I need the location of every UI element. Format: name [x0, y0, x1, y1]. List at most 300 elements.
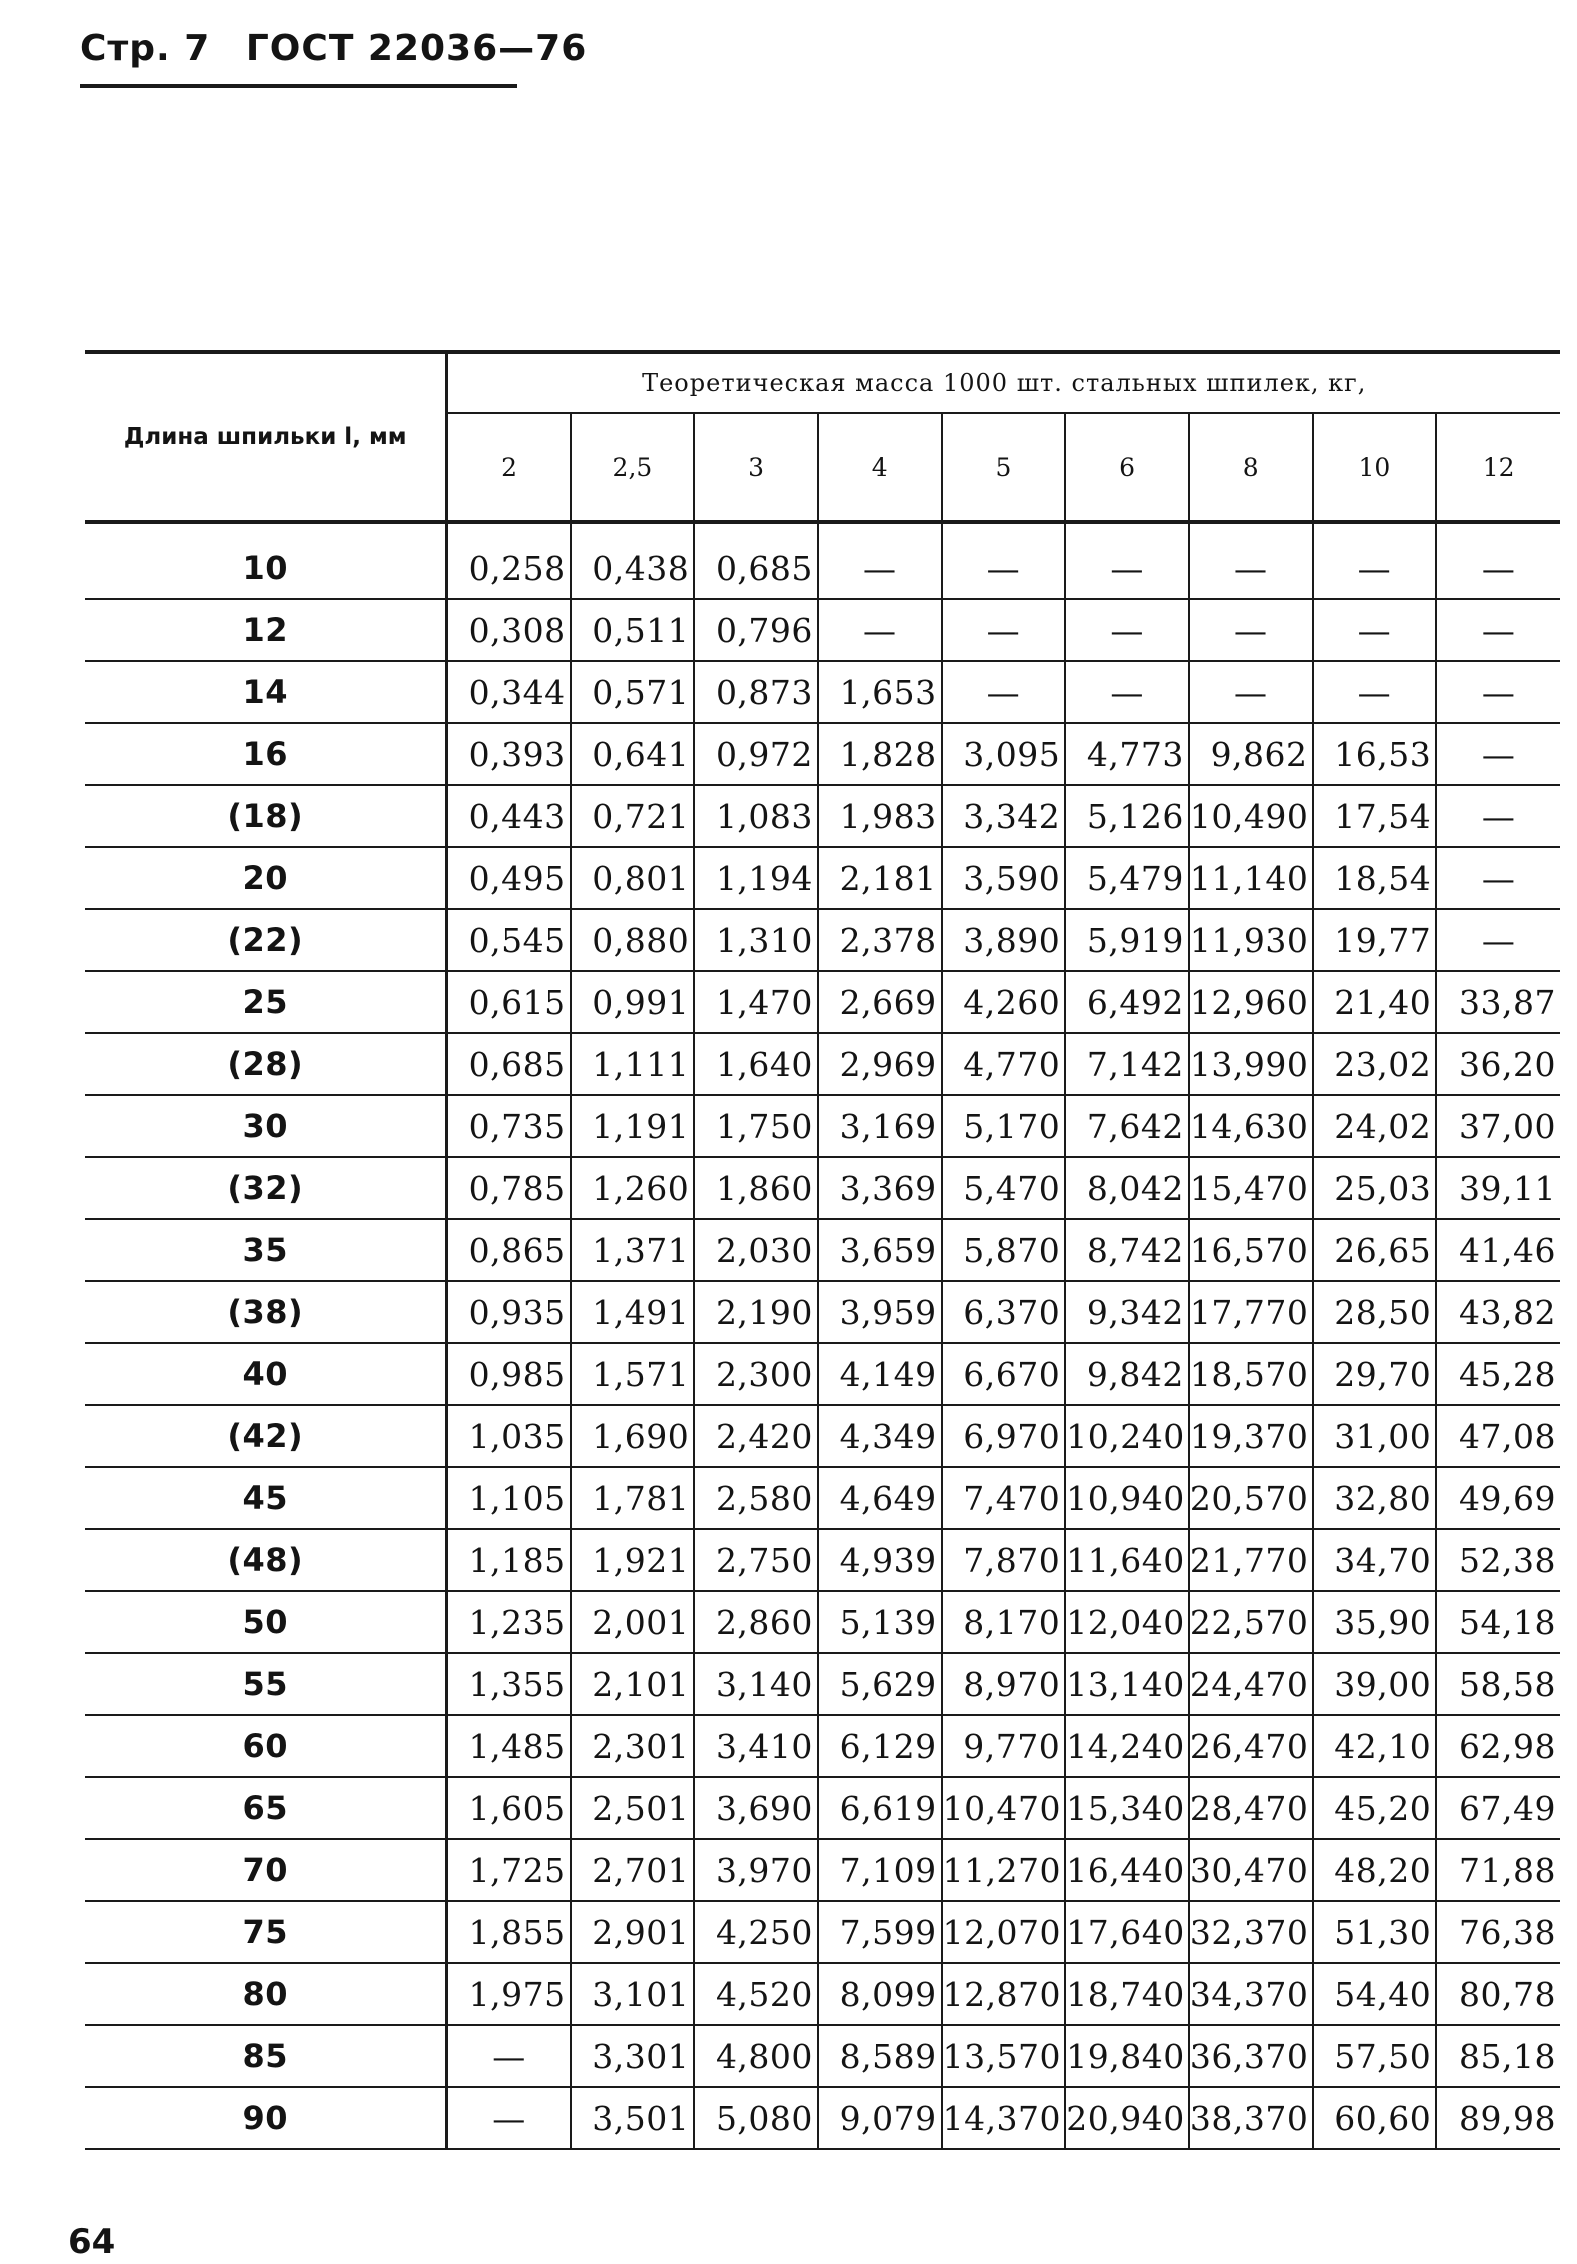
mass-value-cell: 2,580	[694, 1467, 818, 1529]
table-row	[85, 1901, 1560, 1963]
mass-table-body	[85, 522, 1560, 2149]
mass-value-cell: 10,240	[1065, 1405, 1189, 1467]
mass-value-cell: 2,501	[571, 1777, 695, 1839]
length-cell: (38)	[85, 1281, 447, 1343]
mass-value-cell: 89,98	[1436, 2087, 1560, 2149]
mass-value-cell: 0,880	[571, 909, 695, 971]
mass-value-cell: 18,740	[1065, 1963, 1189, 2025]
mass-value-cell: 3,890	[942, 909, 1066, 971]
mass-value-cell: 0,991	[571, 971, 695, 1033]
mass-value-cell: 0,935	[447, 1281, 571, 1343]
mass-value-cell: 1,355	[447, 1653, 571, 1715]
mass-value-cell: 54,40	[1313, 1963, 1437, 2025]
mass-value-cell: 48,20	[1313, 1839, 1437, 1901]
mass-value-cell: 7,142	[1065, 1033, 1189, 1095]
mass-value-cell: 0,438	[571, 522, 695, 599]
table-row	[85, 909, 1560, 971]
mass-value-cell: 3,095	[942, 723, 1066, 785]
mass-value-cell: 25,03	[1313, 1157, 1437, 1219]
mass-value-cell: 2,030	[694, 1219, 818, 1281]
mass-value-cell: 7,870	[942, 1529, 1066, 1591]
mass-value-cell: 1,983	[818, 785, 942, 847]
mass-value-cell: 17,54	[1313, 785, 1437, 847]
mass-value-cell: 21,770	[1189, 1529, 1313, 1591]
mass-value-cell: 6,670	[942, 1343, 1066, 1405]
mass-value-cell: 5,126	[1065, 785, 1189, 847]
mass-value-cell: 3,501	[571, 2087, 695, 2149]
mass-value-cell: 17,640	[1065, 1901, 1189, 1963]
mass-value-cell: 32,370	[1189, 1901, 1313, 1963]
length-cell: 25	[85, 971, 447, 1033]
diameter-header: 8	[1189, 413, 1313, 522]
mass-value-cell: 6,492	[1065, 971, 1189, 1033]
mass-value-cell: 58,58	[1436, 1653, 1560, 1715]
mass-value-cell: 36,20	[1436, 1033, 1560, 1095]
table-row	[85, 1963, 1560, 2025]
header-row-top	[85, 352, 1560, 413]
table-row	[85, 1033, 1560, 1095]
mass-value-cell: 29,70	[1313, 1343, 1437, 1405]
mass-value-cell: —	[447, 2025, 571, 2087]
mass-table	[85, 350, 1560, 2150]
mass-value-cell: 26,65	[1313, 1219, 1437, 1281]
mass-value-cell: 11,270	[942, 1839, 1066, 1901]
mass-value-cell: 80,78	[1436, 1963, 1560, 2025]
mass-value-cell: 1,470	[694, 971, 818, 1033]
length-cell: 75	[85, 1901, 447, 1963]
mass-value-cell: 1,640	[694, 1033, 818, 1095]
mass-value-cell: 0,735	[447, 1095, 571, 1157]
mass-value-cell: 37,00	[1436, 1095, 1560, 1157]
mass-value-cell: 2,901	[571, 1901, 695, 1963]
mass-value-cell: 1,260	[571, 1157, 695, 1219]
mass-value-cell: 4,649	[818, 1467, 942, 1529]
length-cell: 35	[85, 1219, 447, 1281]
table-row	[85, 1095, 1560, 1157]
mass-value-cell: 0,545	[447, 909, 571, 971]
mass-value-cell: 19,370	[1189, 1405, 1313, 1467]
mass-value-cell: 8,742	[1065, 1219, 1189, 1281]
table-row	[85, 1653, 1560, 1715]
mass-value-cell: 1,690	[571, 1405, 695, 1467]
mass-value-cell: 1,921	[571, 1529, 695, 1591]
mass-value-cell: 36,370	[1189, 2025, 1313, 2087]
mass-value-cell: 5,479	[1065, 847, 1189, 909]
length-column-header: Длина шпильки l, мм	[85, 352, 447, 522]
mass-value-cell: 1,750	[694, 1095, 818, 1157]
mass-value-cell: 2,001	[571, 1591, 695, 1653]
mass-value-cell: 1,111	[571, 1033, 695, 1095]
mass-value-cell: 5,870	[942, 1219, 1066, 1281]
mass-value-cell: 14,370	[942, 2087, 1066, 2149]
mass-value-cell: 26,470	[1189, 1715, 1313, 1777]
mass-value-cell: 16,570	[1189, 1219, 1313, 1281]
diameter-header: 3	[694, 413, 818, 522]
diameter-header: 5	[942, 413, 1066, 522]
mass-value-cell: 42,10	[1313, 1715, 1437, 1777]
mass-value-cell: 15,470	[1189, 1157, 1313, 1219]
mass-value-cell: 12,870	[942, 1963, 1066, 2025]
mass-value-cell: 0,615	[447, 971, 571, 1033]
mass-value-cell: 14,630	[1189, 1095, 1313, 1157]
mass-value-cell: 76,38	[1436, 1901, 1560, 1963]
mass-value-cell: —	[1065, 661, 1189, 723]
mass-value-cell: 2,969	[818, 1033, 942, 1095]
mass-value-cell: 5,629	[818, 1653, 942, 1715]
mass-value-cell: 9,770	[942, 1715, 1066, 1777]
length-cell: 90	[85, 2087, 447, 2149]
mass-value-cell: 1,975	[447, 1963, 571, 2025]
mass-value-cell: 18,570	[1189, 1343, 1313, 1405]
mass-value-cell: 71,88	[1436, 1839, 1560, 1901]
mass-value-cell: 1,194	[694, 847, 818, 909]
mass-value-cell: 1,105	[447, 1467, 571, 1529]
mass-value-cell: 4,770	[942, 1033, 1066, 1095]
page-header	[80, 28, 609, 69]
table-row	[85, 971, 1560, 1033]
mass-value-cell: 12,040	[1065, 1591, 1189, 1653]
mass-value-cell: —	[1313, 522, 1437, 599]
mass-value-cell: 12,960	[1189, 971, 1313, 1033]
length-cell: 60	[85, 1715, 447, 1777]
mass-value-cell: 1,235	[447, 1591, 571, 1653]
mass-value-cell: 0,873	[694, 661, 818, 723]
mass-value-cell: 2,750	[694, 1529, 818, 1591]
mass-value-cell: —	[942, 522, 1066, 599]
mass-value-cell: 2,378	[818, 909, 942, 971]
mass-table-container	[85, 350, 1560, 2150]
table-row	[85, 1157, 1560, 1219]
mass-value-cell: 49,69	[1436, 1467, 1560, 1529]
mass-value-cell: 9,842	[1065, 1343, 1189, 1405]
mass-value-cell: —	[1436, 723, 1560, 785]
mass-value-cell: 45,28	[1436, 1343, 1560, 1405]
mass-value-cell: 1,653	[818, 661, 942, 723]
mass-value-cell: 0,685	[447, 1033, 571, 1095]
mass-value-cell: 6,970	[942, 1405, 1066, 1467]
page-number: 64	[68, 2222, 116, 2262]
mass-value-cell: 2,669	[818, 971, 942, 1033]
mass-value-cell: —	[942, 599, 1066, 661]
mass-value-cell: 2,190	[694, 1281, 818, 1343]
mass-value-cell: 1,310	[694, 909, 818, 971]
mass-value-cell: 8,970	[942, 1653, 1066, 1715]
mass-value-cell: 38,370	[1189, 2087, 1313, 2149]
mass-value-cell: 8,099	[818, 1963, 942, 2025]
mass-value-cell: 28,470	[1189, 1777, 1313, 1839]
length-cell: (48)	[85, 1529, 447, 1591]
length-cell: (32)	[85, 1157, 447, 1219]
mass-value-cell: —	[447, 2087, 571, 2149]
mass-value-cell: 18,54	[1313, 847, 1437, 909]
mass-value-cell: 1,083	[694, 785, 818, 847]
length-cell: 65	[85, 1777, 447, 1839]
length-cell: 50	[85, 1591, 447, 1653]
mass-value-cell: 0,785	[447, 1157, 571, 1219]
mass-value-cell: 0,721	[571, 785, 695, 847]
mass-value-cell: 0,985	[447, 1343, 571, 1405]
table-row	[85, 1405, 1560, 1467]
table-row	[85, 723, 1560, 785]
mass-value-cell: 0,796	[694, 599, 818, 661]
mass-value-cell: 3,659	[818, 1219, 942, 1281]
mass-value-cell: 39,11	[1436, 1157, 1560, 1219]
mass-value-cell: 12,070	[942, 1901, 1066, 1963]
mass-value-cell: 1,571	[571, 1343, 695, 1405]
mass-value-cell: 1,605	[447, 1777, 571, 1839]
mass-value-cell: 85,18	[1436, 2025, 1560, 2087]
mass-value-cell: 2,701	[571, 1839, 695, 1901]
mass-value-cell: 11,930	[1189, 909, 1313, 971]
length-cell: (18)	[85, 785, 447, 847]
mass-value-cell: —	[1436, 909, 1560, 971]
mass-value-cell: 2,101	[571, 1653, 695, 1715]
length-cell: 10	[85, 522, 447, 599]
mass-value-cell: 1,725	[447, 1839, 571, 1901]
mass-value-cell: 9,862	[1189, 723, 1313, 785]
diameter-header: 2	[447, 413, 571, 522]
mass-value-cell: 6,129	[818, 1715, 942, 1777]
mass-value-cell: 2,301	[571, 1715, 695, 1777]
mass-value-cell: 4,939	[818, 1529, 942, 1591]
mass-value-cell: —	[818, 599, 942, 661]
mass-value-cell: 2,420	[694, 1405, 818, 1467]
mass-value-cell: 3,140	[694, 1653, 818, 1715]
mass-value-cell: 34,370	[1189, 1963, 1313, 2025]
table-row	[85, 1839, 1560, 1901]
mass-value-cell: 11,140	[1189, 847, 1313, 909]
mass-value-cell: 4,800	[694, 2025, 818, 2087]
mass-value-cell: —	[1313, 599, 1437, 661]
table-row	[85, 2087, 1560, 2149]
mass-value-cell: 0,972	[694, 723, 818, 785]
mass-value-cell: 1,371	[571, 1219, 695, 1281]
mass-value-cell: 0,801	[571, 847, 695, 909]
mass-value-cell: 54,18	[1436, 1591, 1560, 1653]
mass-value-cell: 0,443	[447, 785, 571, 847]
header-rule	[80, 84, 517, 88]
length-cell: 12	[85, 599, 447, 661]
mass-value-cell: 62,98	[1436, 1715, 1560, 1777]
mass-value-cell: 0,641	[571, 723, 695, 785]
mass-value-cell: 4,250	[694, 1901, 818, 1963]
mass-value-cell: 3,959	[818, 1281, 942, 1343]
length-cell: 45	[85, 1467, 447, 1529]
mass-value-cell: 5,170	[942, 1095, 1066, 1157]
table-row	[85, 1219, 1560, 1281]
mass-value-cell: 8,170	[942, 1591, 1066, 1653]
diameter-header: 2,5	[571, 413, 695, 522]
mass-value-cell: —	[1189, 522, 1313, 599]
mass-value-cell: 16,440	[1065, 1839, 1189, 1901]
length-cell: (28)	[85, 1033, 447, 1095]
mass-value-cell: 35,90	[1313, 1591, 1437, 1653]
mass-value-cell: 52,38	[1436, 1529, 1560, 1591]
mass-value-cell: 9,342	[1065, 1281, 1189, 1343]
length-cell: 20	[85, 847, 447, 909]
diameter-header: 4	[818, 413, 942, 522]
mass-value-cell: 7,470	[942, 1467, 1066, 1529]
length-cell: 30	[85, 1095, 447, 1157]
mass-value-cell: 10,940	[1065, 1467, 1189, 1529]
mass-value-cell: 51,30	[1313, 1901, 1437, 1963]
mass-value-cell: 41,46	[1436, 1219, 1560, 1281]
mass-value-cell: 1,491	[571, 1281, 695, 1343]
mass-value-cell: 0,685	[694, 522, 818, 599]
mass-value-cell: 15,340	[1065, 1777, 1189, 1839]
mass-value-cell: 0,393	[447, 723, 571, 785]
mass-value-cell: 17,770	[1189, 1281, 1313, 1343]
mass-value-cell: 7,642	[1065, 1095, 1189, 1157]
table-row	[85, 1529, 1560, 1591]
diameter-header: 12	[1436, 413, 1560, 522]
mass-value-cell: 43,82	[1436, 1281, 1560, 1343]
mass-value-cell: 60,60	[1313, 2087, 1437, 2149]
mass-value-cell: 30,470	[1189, 1839, 1313, 1901]
mass-value-cell: 1,860	[694, 1157, 818, 1219]
mass-value-cell: 9,079	[818, 2087, 942, 2149]
mass-value-cell: —	[1436, 785, 1560, 847]
mass-value-cell: —	[1189, 661, 1313, 723]
table-row	[85, 661, 1560, 723]
mass-value-cell: 4,260	[942, 971, 1066, 1033]
mass-value-cell: 2,860	[694, 1591, 818, 1653]
mass-value-cell: 7,109	[818, 1839, 942, 1901]
mass-value-cell: —	[1436, 847, 1560, 909]
mass-value-cell: 3,690	[694, 1777, 818, 1839]
mass-value-cell: 21,40	[1313, 971, 1437, 1033]
mass-value-cell: 2,300	[694, 1343, 818, 1405]
mass-value-cell: —	[1436, 599, 1560, 661]
mass-value-cell: 13,570	[942, 2025, 1066, 2087]
mass-value-cell: 1,485	[447, 1715, 571, 1777]
mass-value-cell: 2,181	[818, 847, 942, 909]
length-cell: 40	[85, 1343, 447, 1405]
mass-value-cell: 4,149	[818, 1343, 942, 1405]
mass-value-cell: 34,70	[1313, 1529, 1437, 1591]
mass-value-cell: 4,349	[818, 1405, 942, 1467]
table-row	[85, 1467, 1560, 1529]
length-cell: (42)	[85, 1405, 447, 1467]
mass-value-cell: 3,101	[571, 1963, 695, 2025]
length-cell: 55	[85, 1653, 447, 1715]
mass-value-cell: 47,08	[1436, 1405, 1560, 1467]
mass-value-cell: 39,00	[1313, 1653, 1437, 1715]
mass-value-cell: 57,50	[1313, 2025, 1437, 2087]
length-cell: 14	[85, 661, 447, 723]
page-label: Стр. 7	[80, 28, 211, 69]
table-row	[85, 1281, 1560, 1343]
mass-value-cell: 32,80	[1313, 1467, 1437, 1529]
length-cell: 80	[85, 1963, 447, 2025]
mass-value-cell: 3,369	[818, 1157, 942, 1219]
mass-value-cell: 6,619	[818, 1777, 942, 1839]
mass-value-cell: 20,570	[1189, 1467, 1313, 1529]
mass-value-cell: 5,080	[694, 2087, 818, 2149]
mass-value-cell: 24,02	[1313, 1095, 1437, 1157]
mass-value-cell: 4,773	[1065, 723, 1189, 785]
mass-value-cell: 1,828	[818, 723, 942, 785]
table-row	[85, 2025, 1560, 2087]
mass-value-cell: 5,470	[942, 1157, 1066, 1219]
table-row	[85, 522, 1560, 599]
mass-value-cell: —	[818, 522, 942, 599]
mass-value-cell: 67,49	[1436, 1777, 1560, 1839]
mass-value-cell: 16,53	[1313, 723, 1437, 785]
mass-value-cell: 3,410	[694, 1715, 818, 1777]
mass-value-cell: 20,940	[1065, 2087, 1189, 2149]
mass-value-cell: 6,370	[942, 1281, 1066, 1343]
mass-value-cell: 1,855	[447, 1901, 571, 1963]
mass-value-cell: 45,20	[1313, 1777, 1437, 1839]
mass-value-cell: 4,520	[694, 1963, 818, 2025]
mass-value-cell: —	[942, 661, 1066, 723]
mass-value-cell: 8,589	[818, 2025, 942, 2087]
mass-value-cell: 7,599	[818, 1901, 942, 1963]
mass-value-cell: 3,301	[571, 2025, 695, 2087]
mass-group-header: Теоретическая масса 1000 шт. стальных шпилек, кг,	[447, 352, 1560, 413]
mass-value-cell: 3,342	[942, 785, 1066, 847]
mass-value-cell: 14,240	[1065, 1715, 1189, 1777]
mass-value-cell: 0,308	[447, 599, 571, 661]
mass-value-cell: 23,02	[1313, 1033, 1437, 1095]
mass-value-cell: 0,344	[447, 661, 571, 723]
mass-value-cell: 13,140	[1065, 1653, 1189, 1715]
mass-value-cell: 0,258	[447, 522, 571, 599]
mass-value-cell: 0,571	[571, 661, 695, 723]
mass-value-cell: —	[1313, 661, 1437, 723]
table-row	[85, 1591, 1560, 1653]
table-row	[85, 599, 1560, 661]
mass-value-cell: 31,00	[1313, 1405, 1437, 1467]
length-cell: 85	[85, 2025, 447, 2087]
length-cell: 70	[85, 1839, 447, 1901]
mass-value-cell: —	[1065, 522, 1189, 599]
mass-value-cell: 19,840	[1065, 2025, 1189, 2087]
mass-value-cell: 19,77	[1313, 909, 1437, 971]
mass-value-cell: 0,495	[447, 847, 571, 909]
mass-value-cell: 33,87	[1436, 971, 1560, 1033]
table-row	[85, 847, 1560, 909]
mass-value-cell: 5,919	[1065, 909, 1189, 971]
table-row	[85, 1715, 1560, 1777]
table-row	[85, 785, 1560, 847]
mass-value-cell: 10,490	[1189, 785, 1313, 847]
mass-value-cell: 3,970	[694, 1839, 818, 1901]
mass-value-cell: 24,470	[1189, 1653, 1313, 1715]
mass-value-cell: 5,139	[818, 1591, 942, 1653]
mass-value-cell: 13,990	[1189, 1033, 1313, 1095]
length-cell: 16	[85, 723, 447, 785]
mass-value-cell: 11,640	[1065, 1529, 1189, 1591]
mass-value-cell: —	[1436, 522, 1560, 599]
standard-designation: ГОСТ 22036—76	[245, 28, 588, 69]
table-row	[85, 1343, 1560, 1405]
mass-value-cell: 8,042	[1065, 1157, 1189, 1219]
mass-value-cell: 1,185	[447, 1529, 571, 1591]
length-cell: (22)	[85, 909, 447, 971]
mass-value-cell: —	[1189, 599, 1313, 661]
mass-value-cell: 1,191	[571, 1095, 695, 1157]
mass-value-cell: 1,781	[571, 1467, 695, 1529]
diameter-header: 10	[1313, 413, 1437, 522]
mass-value-cell: 1,035	[447, 1405, 571, 1467]
mass-value-cell: 22,570	[1189, 1591, 1313, 1653]
mass-value-cell: 10,470	[942, 1777, 1066, 1839]
mass-value-cell: 0,865	[447, 1219, 571, 1281]
diameter-header: 6	[1065, 413, 1189, 522]
mass-value-cell: 3,590	[942, 847, 1066, 909]
